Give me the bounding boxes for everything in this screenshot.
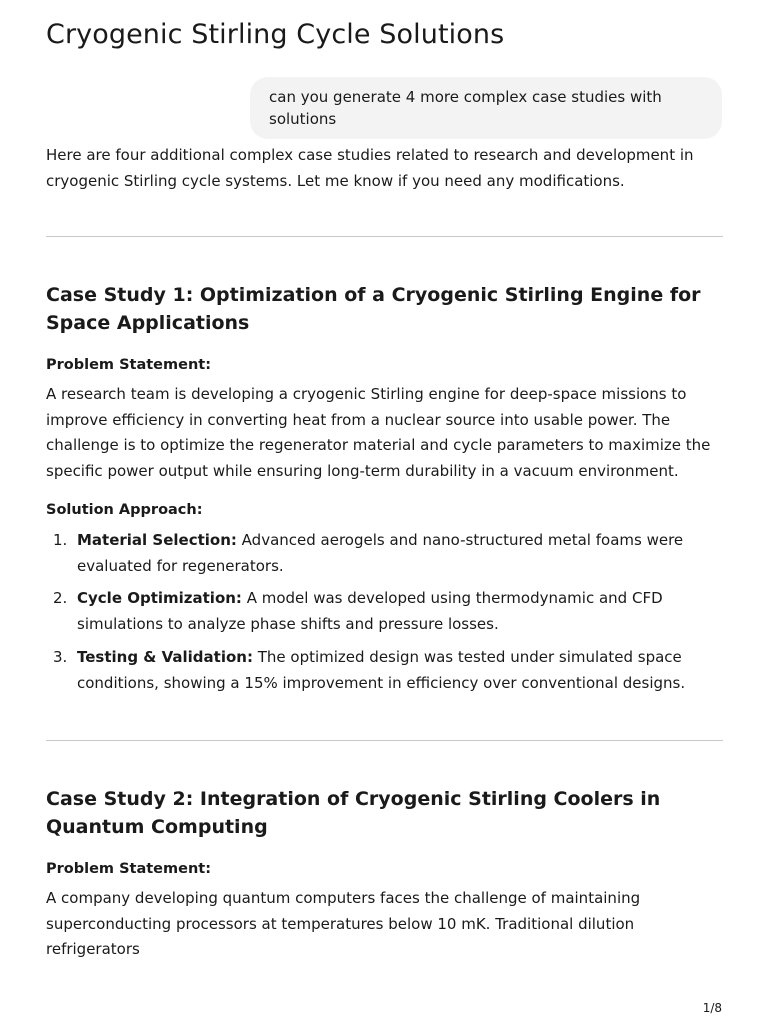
list-item-number: 3.: [53, 647, 68, 666]
list-item-title: Material Selection:: [77, 531, 237, 549]
list-item-number: 1.: [53, 531, 68, 549]
user-message-bubble: can you generate 4 more complex case studies with solutions: [250, 77, 722, 139]
page-title: Cryogenic Stirling Cycle Solutions: [46, 19, 505, 50]
case-study-1-solution-label: Solution Approach:: [46, 502, 203, 518]
case-study-2-heading: Case Study 2: Integration of Cryogenic Stirling Coolers in Quantum Computing: [46, 788, 661, 838]
list-item-title: Cycle Optimization:: [77, 589, 242, 608]
case-study-2-problem-text: A company developing quantum computers faces the challenge of maintaining superconducting processors at temperatures below 10 mK. Traditional dilution refrigerators: [46, 889, 641, 959]
list-item-text: The optimized design was tested under simulated space conditions, showing a 15% improvement in efficiency over conventional designs.: [77, 647, 686, 692]
list-item: [46, 586, 723, 637]
section-divider: [46, 740, 723, 741]
list-item-text: A model was developed using thermodynamic and CFD simulations to analyze phase shifts and pressure losses.: [77, 589, 663, 634]
section-divider: [46, 236, 723, 237]
list-item-number: 2.: [53, 589, 68, 608]
list-item-text: Advanced aerogels and nano-structured metal foams were evaluated for regenerators.: [77, 531, 684, 575]
list-item: [46, 645, 723, 696]
case-study-1-problem-label: Problem Statement:: [46, 357, 212, 373]
case-study-1-heading: Case Study 1: Optimization of a Cryogenic Stirling Engine for Space Applications: [46, 284, 701, 334]
intro-paragraph: Here are four additional complex case studies related to research and development in cryogenic Stirling cycle systems. Let me know if you need any modifications.: [46, 146, 694, 190]
page-number: 1/8: [702, 1001, 722, 1015]
case-study-2-problem-label: Problem Statement:: [46, 861, 212, 877]
list-item: [46, 528, 723, 579]
list-item-title: Testing & Validation:: [77, 647, 253, 666]
case-study-1-problem-text: A research team is developing a cryogenic Stirling engine for deep-space missions to improve efficiency in converting heat from a nuclear source into usable power. The challenge is to optimize the regenerator material and cycle parameters to maximize the specific power output while ensuring long-term durability in a vacuum environment.: [46, 385, 711, 481]
case-study-1-steps: [46, 528, 723, 703]
